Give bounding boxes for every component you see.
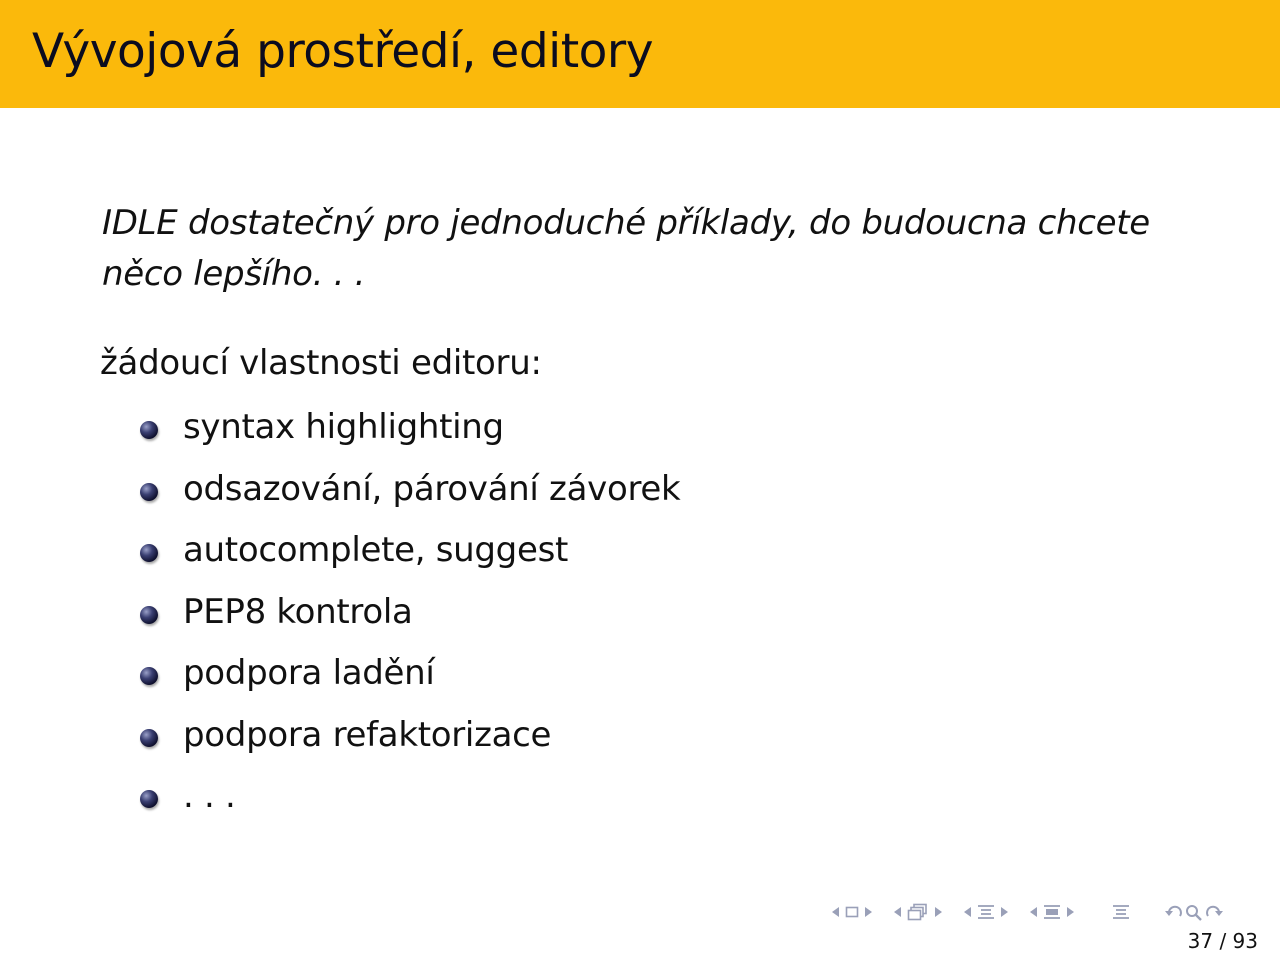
bullet-icon [140,729,158,747]
frame-icon[interactable] [845,906,859,918]
subsection-next-icon[interactable] [935,907,942,917]
slide-title: Vývojová prostředí, editory [32,24,654,79]
intro-line: něco lepšího. . . [102,254,366,294]
bullet-text: podpora refaktorizace [183,714,552,755]
subheading: žádoucí vlastnosti editoru: [100,343,542,383]
list-item [140,589,680,651]
list-item [140,712,680,774]
document-icon[interactable] [1112,904,1130,920]
frame-next-icon[interactable] [865,907,872,917]
list-item [140,404,680,466]
intro-line: IDLE dostatečný pro jednoduché příklady, do budoucna chcete [102,203,1150,243]
bullet-icon [140,667,158,685]
forward-icon[interactable] [1204,903,1224,921]
bullet-text: . . . [183,776,236,816]
presentation-next-icon[interactable] [1067,907,1074,917]
intro-paragraph [102,198,1192,300]
subsection-nav [888,903,948,921]
subsection-prev-icon[interactable] [894,907,901,917]
title-bar [0,0,1280,108]
subsection-icon[interactable] [907,903,929,921]
list-item [140,466,680,528]
section-next-icon[interactable] [1001,907,1008,917]
section-nav [958,904,1014,920]
document-nav [1112,904,1130,920]
page-indicator: 37 / 93 [1187,929,1258,953]
bullet-icon [140,483,158,501]
back-icon[interactable] [1164,903,1184,921]
bullet-text: autocomplete, suggest [183,530,569,570]
bullet-text: syntax highlighting [183,407,504,447]
bullet-text: PEP8 kontrola [183,591,413,632]
frame-prev-icon[interactable] [832,907,839,917]
bullet-icon [140,421,158,439]
search-icon[interactable] [1184,903,1204,921]
bullet-text: podpora ladění [183,653,435,693]
list-item [140,773,680,835]
bullet-text: odsazování, párování závorek [183,468,681,509]
section-prev-icon[interactable] [964,907,971,917]
list-item [140,527,680,589]
bullet-icon [140,606,158,624]
list-item [140,650,680,712]
frame-nav [826,906,878,918]
presentation-icon[interactable] [1043,904,1061,920]
history-nav [1164,903,1224,921]
bullet-icon [140,790,158,808]
presentation-prev-icon[interactable] [1030,907,1037,917]
navigation-bar [826,900,1234,924]
bullet-list [140,404,680,835]
section-icon[interactable] [977,904,995,920]
bullet-icon [140,544,158,562]
presentation-nav [1024,904,1080,920]
